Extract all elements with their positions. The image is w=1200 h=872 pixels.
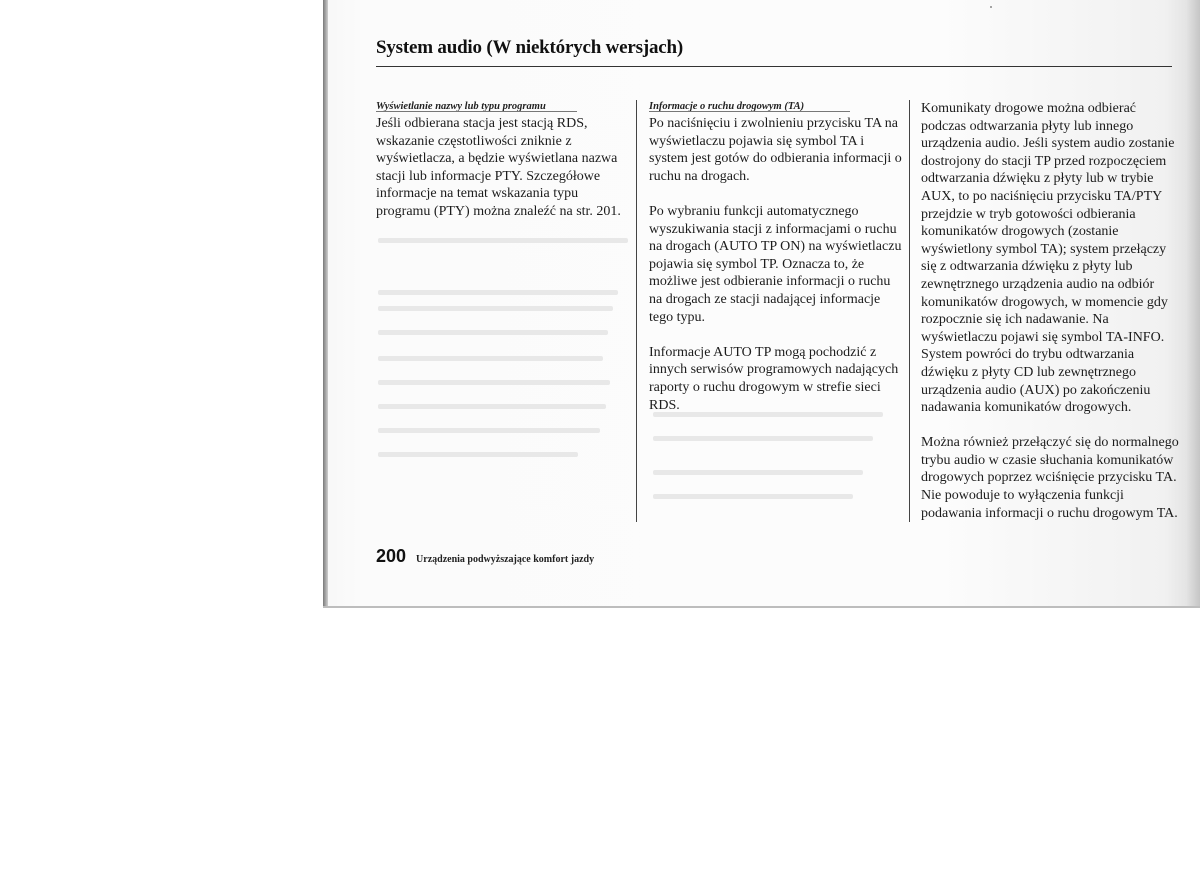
column-divider: [909, 100, 910, 522]
footer-section-title: Urządzenia podwyższające komfort jazdy: [416, 554, 595, 565]
column-heading: Wyświetlanie nazwy lub typu programu: [376, 100, 631, 113]
column-paragraph: Po naciśnięciu i zwolnieniu przycisku TA na wyświetlaczu pojawia się symbol TA i system jest gotów do odbierania informacji o ruchu na drogach.: [649, 116, 902, 184]
show-through-line: [653, 470, 863, 475]
column-divider: [636, 100, 637, 522]
column-paragraph: Można również przełączyć się do normalnego trybu audio w czasie słuchania komunikatów drogowych poprzez wciśnięcie przycisku TA. Nie powoduje to wyłączenia funkcji podawania informacji o ruchu drogowym TA.: [921, 435, 1179, 521]
show-through-line: [378, 428, 600, 433]
show-through-line: [653, 436, 873, 441]
show-through-line: [378, 238, 628, 243]
show-through-line: [653, 494, 853, 499]
page-footer: [376, 546, 594, 567]
column-display-name: [376, 100, 631, 238]
show-through-line: [378, 356, 603, 361]
column-traffic-info: [649, 100, 904, 432]
column-paragraph: Po wybraniu funkcji automatycznego wyszukiwania stacji z informacjami o ruchu na drogach (AUTO TP ON) na wyświetlaczu pojawia się symbol TP. Oznacza to, że możliwe jest odbieranie informacji o ruchu na drogach ze stacji nadającej informacje tego typu.: [649, 203, 902, 325]
scan-speck: [990, 6, 992, 8]
show-through-line: [378, 306, 613, 311]
column-heading: Informacje o ruchu drogowym (TA): [649, 100, 904, 113]
column-traffic-announcements: [921, 100, 1181, 540]
show-through-line: [378, 290, 618, 295]
page-binding-edge: [323, 0, 328, 606]
page-number: 200: [376, 546, 407, 566]
show-through-line: [378, 330, 608, 335]
page-shadow-edge: [1186, 0, 1200, 606]
column-paragraph: Komunikaty drogowe można odbierać podczas odtwarzania płyty lub innego urządzenia audio. Jeśli system audio zostanie dostrojony do stacji TP przed rozpoczęciem odtwarzania dźwięku z płyty lub w trybie AUX, to po naciśnięciu przycisku TA/PTY przejdzie w tryb gotowości odbierania komunikatów drogowych (zostanie wyświetlony symbol TA); system przełączy się z odtwarzania dźwięku z płyty lub zewnętrznego urządzenia audio na odbiór komunikatów drogowych, w momencie gdy rozpocznie się ich nadawanie. Na wyświetlaczu pojawi się symbol TA-INFO. System powróci do trybu odtwarzania dźwięku z płyty CD lub zewnętrznego urządzenia audio (AUX) po zakończeniu nadawania komunikatów drogowych.: [921, 101, 1175, 416]
show-through-line: [378, 380, 610, 385]
show-through-line: [378, 404, 606, 409]
show-through-line: [378, 452, 578, 457]
manual-page: [323, 0, 1200, 608]
column-paragraph: Informacje AUTO TP mogą pochodzić z innych serwisów programowych nadających raporty o ruchu drogowym w strefie sieci RDS.: [649, 344, 899, 413]
column-paragraph: Jeśli odbierana stacja jest stacją RDS, wskazanie częstotliwości zniknie z wyświetlacza, a będzie wyświetlana nazwa stacji lub informacje PTY. Szczegółowe informacje na temat wskazania typu programu (PTY) można znaleźć na str. 201.: [376, 116, 621, 219]
title-rule: [376, 66, 1172, 67]
page-title: System audio (W niektórych wersjach): [376, 37, 683, 58]
